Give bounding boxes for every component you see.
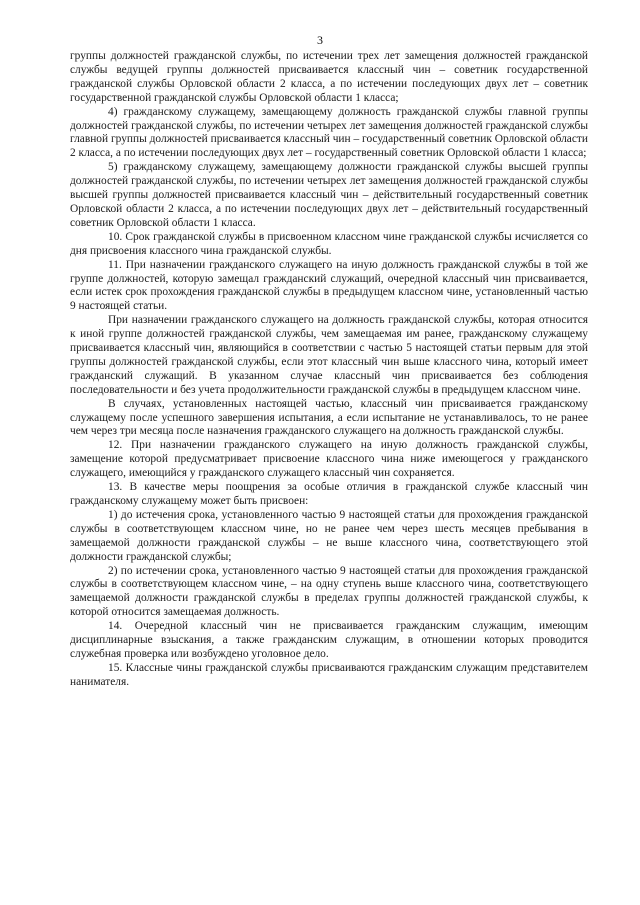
document-body [70, 50, 588, 690]
paragraph-item-5: 5) гражданскому служащему, замещающему должности гражданской службы высшей группы должностей гражданской службы, по истечении четырех лет замещения должностей гражданской службы высшей группы должностей присваивается классный чин – действительный государственный советник Орловской области 2 класса, а по истечении последующих двух лет – действительный государственный советник Орловской области 1 класса. [70, 161, 588, 229]
paragraph-item-4: 4) гражданскому служащему, замещающему должность гражданской службы главной группы должностей гражданской службы, по истечении четырех лет замещения должностей гражданской службы главной группы должностей присваивается классный чин – государственный советник Орловской области 2 класса, а по истечении последующих двух лет – государственный советник Орловской области 1 класса; [70, 105, 588, 160]
paragraph-continuation: группы должностей гражданской службы, по истечении трех лет замещения должностей гражданской службы ведущей группы должностей присваивается классный чин – советник государственной гражданской службы Орловской области 2 класса, а по истечении последующих двух лет – советник государственной гражданской службы Орловской области 1 класса; [70, 50, 588, 104]
paragraph-clause-11-part-2: При назначении гражданского служащего на должность гражданской службы, которая относится к иной группе должностей гражданской службы, чем замещаемая им ранее, гражданскому служащему присваивается классный чин, являющийся в соответствии с частью 5 настоящей статьи первым для этой группы должностей гражданской службы, если этот классный чин выше классного чина, который имеет гражданский служащий. В указанном случае классный чин присваивается без соблюдения последовательности и без учета продолжительности гражданской службы в предыдущем классном чине. [70, 314, 588, 396]
paragraph-clause-14: 14. Очередной классный чин не присваивается гражданским служащим, имеющим дисциплинарные взыскания, а также гражданским служащим, в отношении которых проводится служебная проверка или возбуждено уголовное дело. [70, 620, 588, 660]
paragraph-clause-13: 13. В качестве меры поощрения за особые отличия в гражданской службе классный чин гражданскому служащему может быть присвоен: [70, 481, 588, 507]
paragraph-clause-13-item-2: 2) по истечении срока, установленного частью 9 настоящей статьи для прохождения гражданской службы в соответствующем классном чине, – на одну ступень выше классного чина, соответствующего замещаемой должности гражданской службы в пределах группы должностей гражданской службы, к которой относится замещаемая должность. [70, 564, 588, 619]
paragraph-clause-15: 15. Классные чины гражданской службы присваиваются гражданским служащим представителем нанимателя. [70, 661, 588, 688]
paragraph-clause-13-item-1: 1) до истечения срока, установленного частью 9 настоящей статьи для прохождения гражданской службы в соответствующем классном чине, но не ранее чем через шесть месяцев пребывания в замещаемой должности гражданской службы – не выше классного чина, соответствующего этой должности гражданской службы; [70, 508, 588, 563]
paragraph-clause-11-part-3: В случаях, установленных настоящей частью, классный чин присваивается гражданскому служащему после успешного завершения испытания, а если испытание не устанавливалось, то не ранее чем через три месяца после назначения гражданского служащего на должность гражданской службы. [70, 397, 588, 438]
paragraph-clause-10: 10. Срок гражданской службы в присвоенном классном чине гражданской службы исчисляется со дня присвоения классного чина гражданской службы. [70, 230, 588, 257]
paragraph-clause-12: 12. При назначении гражданского служащего на иную должность гражданской службы, замещение которой предусматривает присвоение классного чина ниже имеющегося у гражданского служащего, имеющийся у гражданского служащего классный чин сохраняется. [70, 439, 588, 480]
paragraph-clause-11: 11. При назначении гражданского служащего на иную должность гражданской службы в той же группе должностей, которую замещал гражданский служащий, очередной классный чин присваивается, если истек срок прохождения гражданской службы в предыдущем классном чине, установленный частью 9 настоящей статьи. [70, 258, 588, 313]
page-number: 3 [317, 33, 323, 47]
